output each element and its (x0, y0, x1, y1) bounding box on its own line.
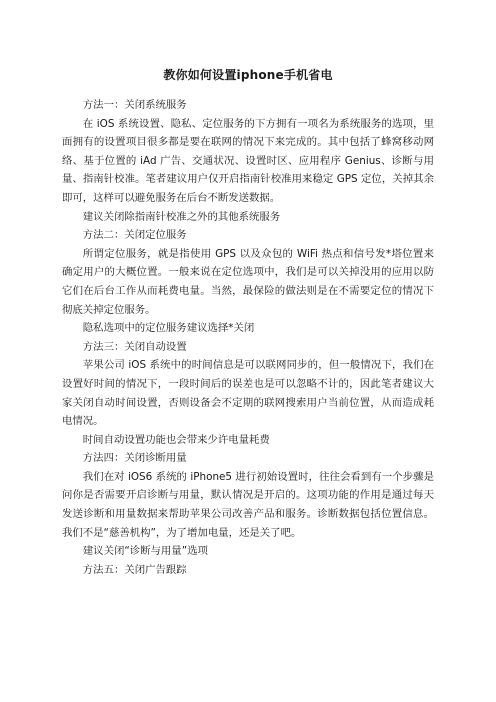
document-title: 教你如何设置iphone手机省电 (163, 68, 333, 82)
paragraph-method-3-body: 苹果公司 iOS 系统中的时间信息是可以联网同步的，但一般情况下，我们在设置好时间的情况下，一段时间后的误差也是可以忽略不计的，因此笔者建议大家关闭自动时间设置，否则设备会不定期的联网搜索用户当前位置，从而造成耗电情况。 (62, 359, 434, 428)
paragraph-method-3-caption: 时间自动设置功能也会带来少许电量耗费 (82, 433, 270, 446)
paragraph-method-4-heading: 方法四：关闭诊断用量 (82, 452, 187, 465)
paragraph-method-2-heading: 方法二：关闭定位服务 (82, 229, 187, 242)
paragraph-method-3-heading: 方法三：关闭自动设置 (82, 340, 187, 353)
paragraph-method-1-caption: 建议关闭除指南针校准之外的其他系统服务 (82, 210, 281, 223)
paragraph-method-1-heading: 方法一：关闭系统服务 (82, 99, 187, 111)
paragraph-method-4-caption: 建议关闭“诊断与用量”选项 (82, 545, 208, 558)
paragraph-method-4-body: 我们在对 iOS6 系统的 iPhone5 进行初始设置时，往往会看到有一个步骤是问你是否需要开启诊断与用量，默认情况是开启的。这项功能的作用是通过每天发送诊断和用量数据来帮助苹果公司改善产品和服务。诊断数据包括位置信息。我们不是“慈善机构”，为了增加电量，还是关了吧。 (62, 470, 434, 539)
paragraph-method-5-heading: 方法五：关闭广告跟踪 (82, 563, 187, 576)
paragraph-method-1-body: 在 iOS 系统设置、隐私、定位服务的下方拥有一项名为系统服务的选项，里面拥有的设置项目很多都是要在联网的情况下来完成的。其中包括了蜂窝移动网络、基于位置的 iAd 广告、交通状况、设置时区、应用程序 Genius、诊断与用量、指南针校准。笔者建议用户仅开启指南针校准用来稳定 GPS 定位，关掉其余即可，这样可以避免服务在后台不断发送数据。 (62, 117, 434, 204)
paragraph-method-2-caption: 隐私选项中的定位服务建议选择*关闭 (82, 322, 255, 335)
paragraph-method-2-body: 所谓定位服务，就是指使用 GPS 以及众包的 WiFi 热点和信号发*塔位置来确定用户的大概位置。一般来说在定位选项中，我们是可以关掉没用的应用以防它们在后台工作从而耗费电量。当然，最保险的做法则是在不需要定位的情况下彻底关掉定位服务。 (62, 247, 434, 316)
